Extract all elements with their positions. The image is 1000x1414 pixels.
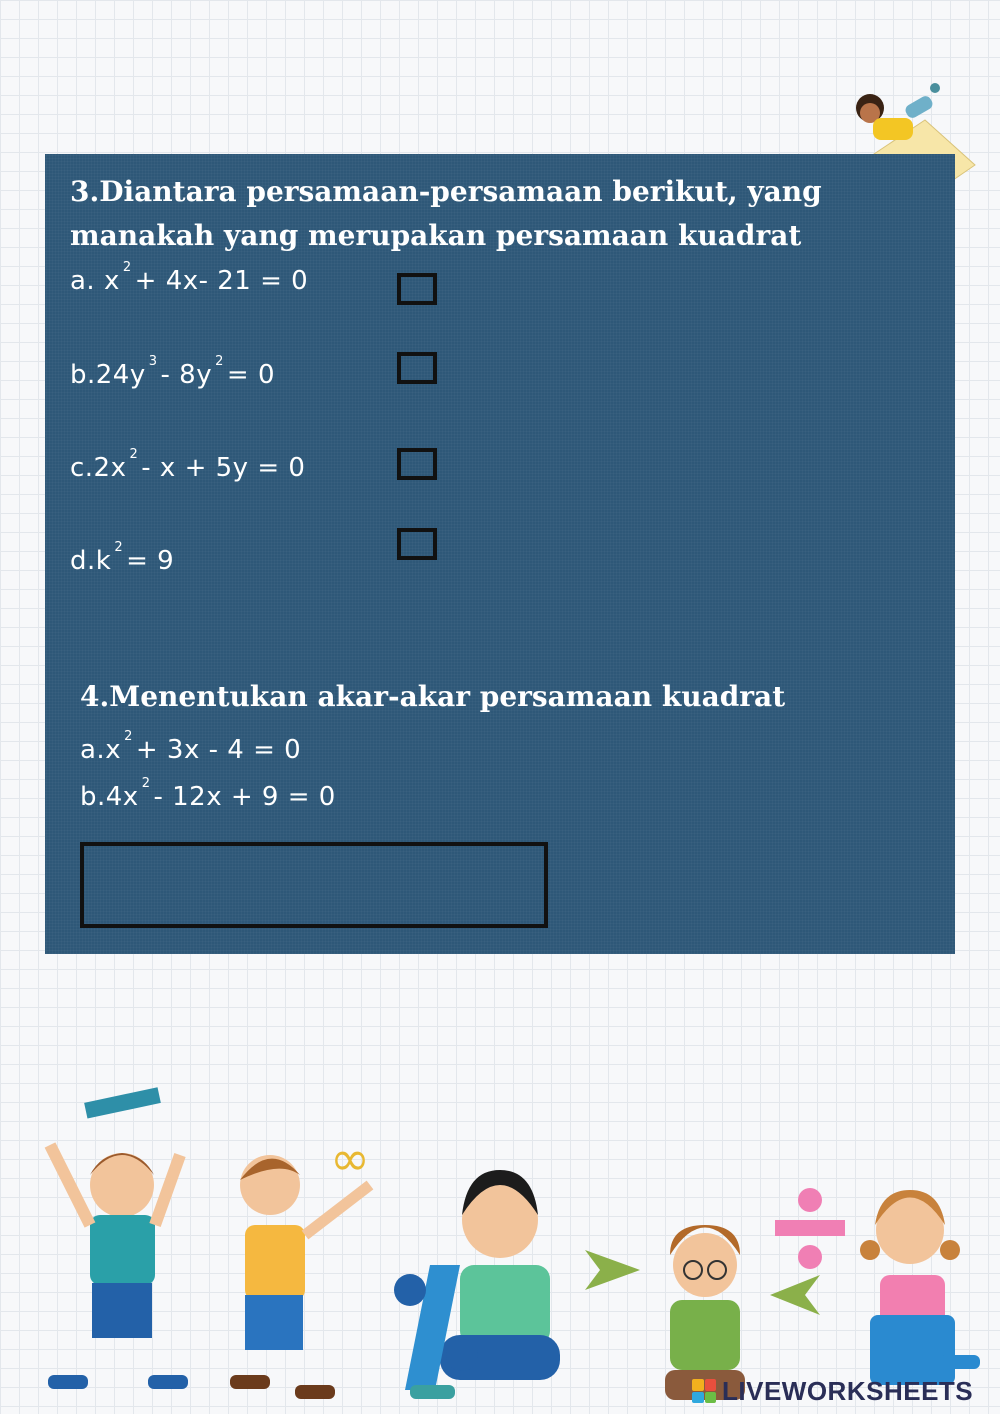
option-b-checkbox[interactable] bbox=[397, 352, 437, 384]
answer-input-box[interactable] bbox=[80, 842, 548, 928]
option-c-checkbox[interactable] bbox=[397, 448, 437, 480]
question-3-title-line-1: 3.Diantara persamaan-persamaan berikut, yang bbox=[70, 175, 822, 208]
svg-text:∞: ∞ bbox=[330, 1131, 370, 1187]
liveworksheets-logo-icon bbox=[692, 1379, 716, 1403]
question-4-item-b: b.4x $^2$ - 12x + 9 = 0 bbox=[80, 776, 336, 812]
option-d-checkbox[interactable] bbox=[397, 528, 437, 560]
option-d-equation: d.k $^2$ = 9 bbox=[70, 540, 175, 576]
question-4-item-a: a.x $^2$ + 3x - 4 = 0 bbox=[80, 729, 302, 765]
liveworksheets-logo[interactable] bbox=[692, 1376, 973, 1406]
question-4-title: 4.Menentukan akar-akar persamaan kuadrat bbox=[80, 680, 786, 713]
question-3-title-line-2: manakah yang merupakan persamaan kuadrat bbox=[70, 219, 802, 252]
kids-with-math-symbols-illustration bbox=[30, 1085, 1000, 1414]
liveworksheets-logo-text: LIVEWORKSHEETS bbox=[722, 1375, 974, 1406]
option-b-equation: b.24y $^3$ - 8y $^2$ = 0 bbox=[70, 354, 275, 390]
option-a-equation: a. x $^2$ + 4x- 21 = 0 bbox=[70, 260, 309, 296]
option-a-checkbox[interactable] bbox=[397, 273, 437, 305]
option-c-equation: c.2x $^2$ - x + 5y = 0 bbox=[70, 447, 306, 483]
